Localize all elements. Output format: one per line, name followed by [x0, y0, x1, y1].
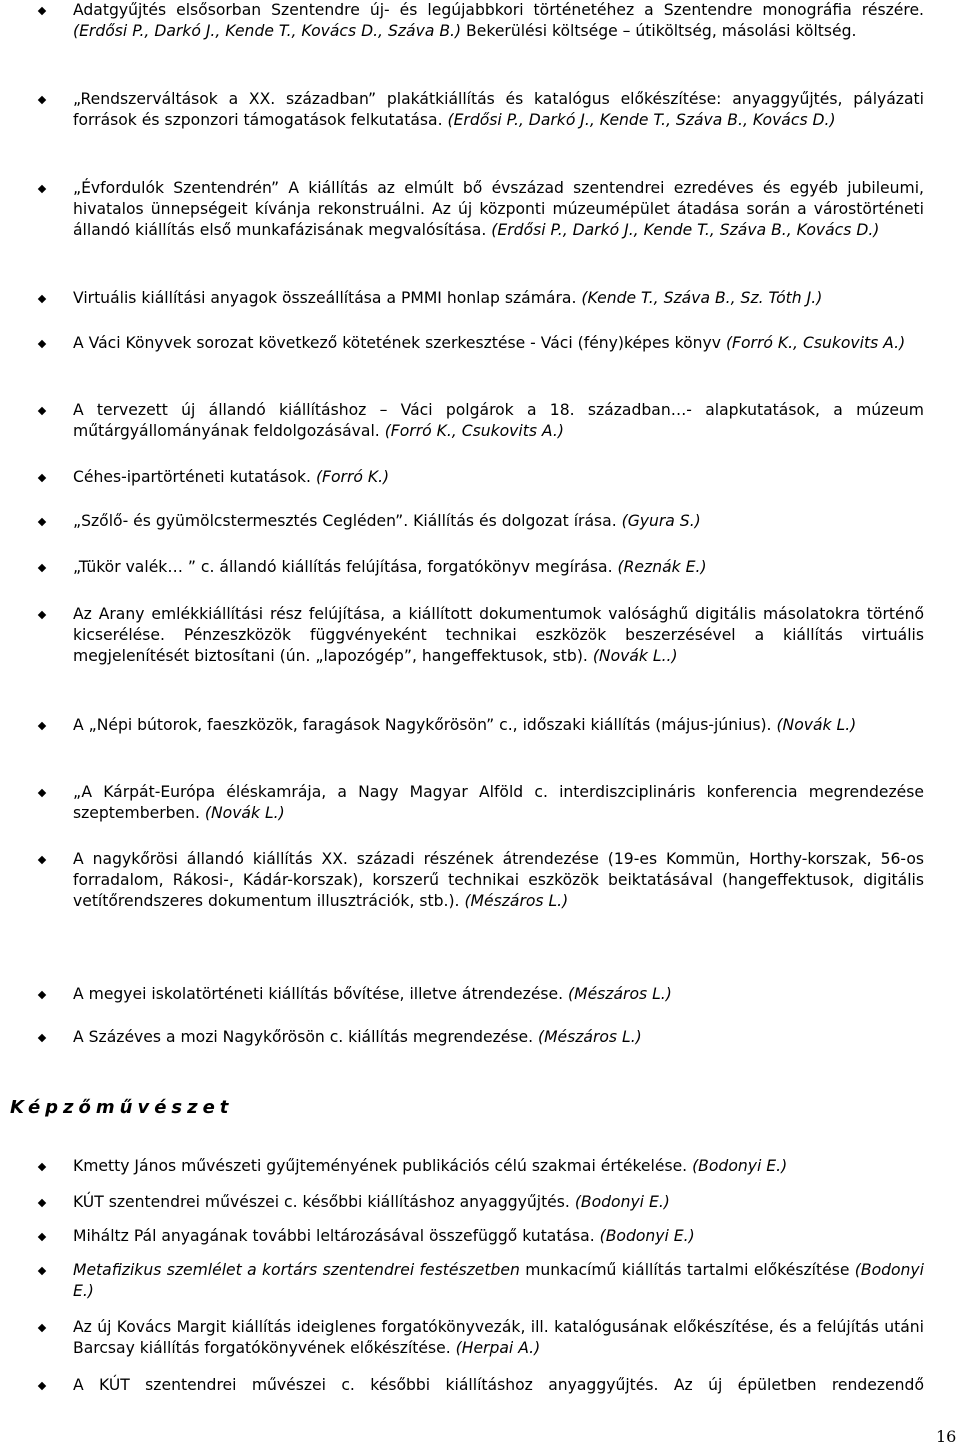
list-item-text — [73, 0, 924, 42]
diamond-bullet-icon — [38, 1324, 46, 1332]
diamond-bullet-icon — [38, 185, 46, 193]
list-item-text — [73, 467, 924, 488]
list-item-text — [73, 89, 924, 131]
item-text: A tervezett új állandó kiállításhoz – Váci polgárok a 18. században…- alapkutatások, a múzeum műtárgyállományának feldolgozásával. — [73, 401, 924, 440]
list-item-text — [73, 1226, 924, 1247]
item-authors: (Gyura S.) — [621, 512, 701, 530]
item-text: „Tükör valék… ” c. állandó kiállítás felújítása, forgatókönyv megírása. — [73, 558, 618, 576]
diamond-bullet-icon — [38, 1199, 46, 1207]
list-item-text — [73, 984, 924, 1005]
diamond-bullet-icon — [38, 1267, 46, 1275]
item-text: munkacímű kiállítás tartalmi előkészítése — [519, 1261, 855, 1279]
list-item — [38, 89, 924, 131]
list-item — [38, 178, 924, 241]
list-item — [38, 1156, 924, 1177]
list-item-text — [73, 849, 924, 912]
item-authors: (Novák L.) — [776, 716, 857, 734]
item-authors: (Kende T., Száva B., Sz. Tóth J.) — [581, 289, 823, 307]
item-authors: (Erdősi P., Darkó J., Kende T., Száva B., Kovács D.) — [447, 111, 836, 129]
list-item-text — [73, 178, 924, 241]
list-item — [38, 1226, 924, 1247]
list-item-text — [73, 400, 924, 442]
diamond-bullet-icon — [38, 340, 46, 348]
item-text: „Rendszerváltások a XX. században” plakátkiállítás és katalógus előkészítése: anyaggyűjtés, pályázati források és szponzori támogatások felkutatása. — [73, 90, 924, 129]
diamond-bullet-icon — [38, 1034, 46, 1042]
item-authors: (Mészáros L.) — [537, 1028, 642, 1046]
item-text-after: Bekerülési költsége – útiköltség, másolási költség. — [461, 22, 857, 40]
diamond-bullet-icon — [38, 295, 46, 303]
item-text: „Szőlő- és gyümölcstermesztés Cegléden”. Kiállítás és dolgozat írása. — [73, 512, 622, 530]
list-item — [38, 467, 924, 488]
item-title: Metafizikus szemlélet a kortárs szentendrei festészetben — [73, 1261, 520, 1279]
list-item-text — [73, 333, 924, 354]
item-text: Virtuális kiállítási anyagok összeállítása a PMMI honlap számára. — [73, 289, 582, 307]
item-text: A „Népi bútorok, faeszközök, faragások Nagykőrösön” c., időszaki kiállítás (május-június). — [73, 716, 777, 734]
diamond-bullet-icon — [38, 474, 46, 482]
list-item-text — [73, 1192, 924, 1213]
list-item — [38, 0, 924, 42]
item-authors: (Bodonyi E.) — [599, 1227, 695, 1245]
item-text: A KÚT szentendrei művészei c. későbbi kiállításhoz anyaggyűjtés. Az új épületben rendezendő — [73, 1376, 924, 1394]
diamond-bullet-icon — [38, 991, 46, 999]
item-authors: (Mészáros L.) — [568, 985, 672, 1003]
list-item-text — [73, 604, 924, 667]
diamond-bullet-icon — [38, 856, 46, 864]
item-authors: (Bodonyi E.) — [73, 1261, 924, 1300]
item-text: A Váci Könyvek sorozat következő kötetének szerkesztése - Váci (fény)képes könyv — [73, 334, 726, 352]
list-item — [38, 511, 924, 532]
list-item-text — [73, 1317, 924, 1359]
diamond-bullet-icon — [38, 722, 46, 730]
item-text: A nagykőrösi állandó kiállítás XX. századi részének átrendezése (19-es Kommün, Horthy-korszak, 56-os forradalom, Rákosi-, Kádár-korszak), korszerű technikai eszközök beiktatásával (hangeffektusok, digitális vetítőrendszeres dokumentum illusztrációk, stb.). — [73, 850, 924, 910]
item-authors: (Forró K., Csukovits A.) — [725, 334, 906, 352]
diamond-bullet-icon — [38, 7, 46, 15]
diamond-bullet-icon — [38, 1233, 46, 1241]
item-text: Adatgyűjtés elsősorban Szentendre új- és legújabbkori történetéhez a Szentendre monográfia részére. — [73, 1, 924, 19]
item-text: KÚT szentendrei művészei c. későbbi kiállításhoz anyaggyűjtés. — [73, 1193, 575, 1211]
item-authors: (Mészáros L.) — [464, 892, 569, 910]
list-item-text — [73, 288, 924, 309]
list-item — [38, 1027, 924, 1048]
list-item-text — [73, 1375, 924, 1396]
item-authors: (Erdősi P., Darkó J., Kende T., Száva B., Kovács D.) — [491, 221, 880, 239]
list-item — [38, 288, 924, 309]
item-authors: (Erdősi P., Darkó J., Kende T., Kovács D., Száva B.) — [73, 22, 462, 40]
list-item — [38, 333, 924, 354]
item-text: „Évfordulók Szentendrén” A kiállítás az elmúlt bő évszázad szentendrei ezredéves és egyéb jubileumi, hivatalos ünnepségeit kívánja rekonstruálni. Az új központi múzeumépület átadása során a várostörténeti állandó kiállítás első munkafázisának megvalósítása. — [73, 179, 924, 239]
list-item-text — [73, 511, 924, 532]
list-item-text — [73, 715, 924, 736]
list-item — [38, 984, 924, 1005]
item-authors: (Forró K.) — [315, 468, 390, 486]
diamond-bullet-icon — [38, 789, 46, 797]
item-authors: (Herpai A.) — [455, 1339, 541, 1357]
list-item — [38, 849, 924, 912]
item-text: Az új Kovács Margit kiállítás ideiglenes forgatókönyvezák, ill. katalógusának előkészítése, és a felújítás utáni Barcsay kiállítás forgatókönyvének előkészítése. — [73, 1318, 924, 1357]
item-authors: (Bodonyi E.) — [574, 1193, 670, 1211]
list-item — [38, 1260, 924, 1302]
diamond-bullet-icon — [38, 96, 46, 104]
item-text: Kmetty János művészeti gyűjteményének publikációs célú szakmai értékelése. — [73, 1157, 693, 1175]
diamond-bullet-icon — [38, 611, 46, 619]
list-item-text — [73, 557, 924, 578]
list-item-text — [73, 1027, 924, 1048]
diamond-bullet-icon — [38, 1163, 46, 1171]
item-authors: (Novák L.) — [204, 804, 285, 822]
item-text: A Százéves a mozi Nagykőrösön c. kiállítás megrendezése. — [73, 1028, 538, 1046]
item-authors: (Novák L..) — [592, 647, 678, 665]
list-item — [38, 1317, 924, 1359]
list-item — [38, 1192, 924, 1213]
diamond-bullet-icon — [38, 564, 46, 572]
item-text: „A Kárpát-Európa éléskamrája, a Nagy Magyar Alföld c. interdiszciplináris konferencia megrendezése szeptemberben. — [73, 783, 924, 822]
list-item — [38, 782, 924, 824]
list-item — [38, 400, 924, 442]
diamond-bullet-icon — [38, 518, 46, 526]
list-item-text — [73, 1260, 924, 1302]
item-text: Az Arany emlékkiállítási rész felújítása, a kiállított dokumentumok valósághű digitális másolatokra történő kicserélése. Pénzeszközök függvényeként technikai eszközök beszerzésével a kiállítás virtuális megjelenítését biztosítani (ún. „lapozógép”, hangeffektusok, stb). — [73, 605, 924, 665]
diamond-bullet-icon — [38, 407, 46, 415]
list-item-text — [73, 1156, 924, 1177]
item-text: Miháltz Pál anyagának további leltározásával összefüggő kutatása. — [73, 1227, 600, 1245]
item-text: Céhes-ipartörténeti kutatások. — [73, 468, 316, 486]
item-authors: (Reznák E.) — [617, 558, 707, 576]
list-item — [38, 1375, 924, 1396]
list-item-text — [73, 782, 924, 824]
list-item — [38, 715, 924, 736]
section-heading: Képzőművészet — [10, 1097, 234, 1118]
diamond-bullet-icon — [38, 1382, 46, 1390]
page-number: 16 — [936, 1427, 957, 1446]
item-authors: (Forró K., Csukovits A.) — [384, 422, 564, 440]
list-item — [38, 604, 924, 667]
item-authors: (Bodonyi E.) — [692, 1157, 788, 1175]
list-item — [38, 557, 924, 578]
item-text: A megyei iskolatörténeti kiállítás bővítése, illetve átrendezése. — [73, 985, 569, 1003]
